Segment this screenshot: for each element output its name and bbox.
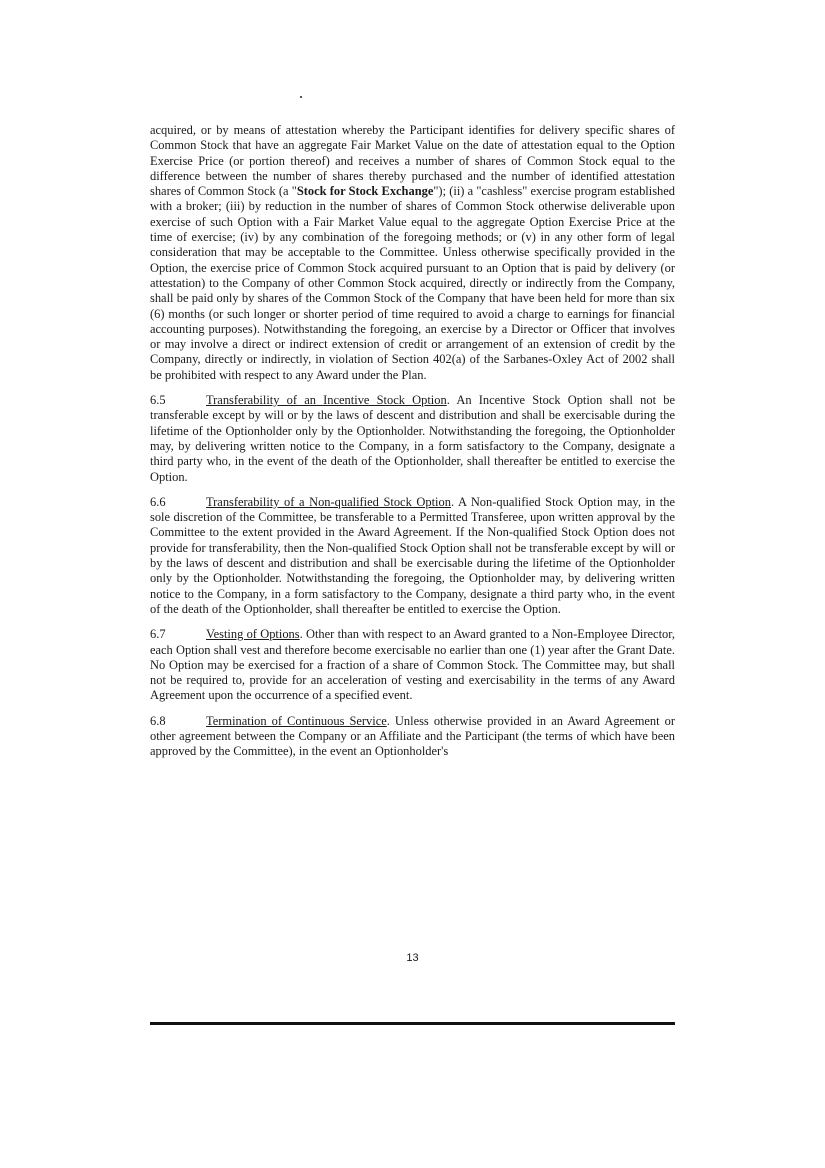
paragraph-text: acquired, or by means of attestation whereby the Participant identifies for delivery specific shares of Common Stock that have an aggregate Fair Market Value on the date of attestation equal to the Option Exercise Price (or portion thereof) and receives a number of shares of Common Stock equal to the difference between the number of shares thereby purchased and the number of identified attestation shares of Common Stock (a " — [150, 123, 675, 199]
section-heading: Transferability of an Incentive Stock Option — [206, 393, 447, 408]
section-6-7 — [150, 627, 675, 703]
section-heading: Vesting of Options — [206, 627, 300, 642]
section-body: . Other than with respect to an Award granted to a Non-Employee Director, each Option shall vest and therefore become exercisable no earlier than one (1) year after the Grant Date. No Option may be exercised for a fraction of a share of Common Stock. The Committee may, but shall not be required to, provide for an acceleration of vesting and exercisability in the terms of any Award Agreement upon the occurrence of a specified event. — [150, 627, 675, 703]
section-body: . Unless otherwise provided in an Award Agreement or other agreement between the Company or an Affiliate and the Participant (the terms of which have been approved by the Committee), in the event an Optionholder's — [150, 713, 676, 759]
defined-term: Stock for Stock Exchange — [296, 184, 434, 199]
footer-rule — [150, 1022, 675, 1025]
section-heading: Termination of Continuous Service — [206, 713, 387, 728]
section-body: . An Incentive Stock Option shall not be transferable except by will or by the laws of descent and distribution and shall be exercisable during the lifetime of the Optionholder only by the Optionholder. Notwithstanding the foregoing, the Optionholder may, by delivering written notice to the Company, in a form satisfactory to the Company, designate a third party who, in the event of the death of the Optionholder, shall thereafter be entitled to exercise the Option. — [150, 393, 675, 484]
paragraph-continued — [150, 123, 675, 383]
section-number: 6.5 — [150, 393, 166, 408]
section-number: 6.8 — [150, 713, 166, 728]
section-number: 6.7 — [150, 627, 166, 642]
stray-mark — [300, 96, 302, 98]
section-6-6 — [150, 495, 675, 617]
section-body: . A Non-qualified Stock Option may, in the sole discretion of the Committee, be transferable to a Permitted Transferee, upon written approval by the Committee to the extent provided in the Award Agreement. If the Non-qualified Stock Option does not provide for transferability, then the Non-qualified Stock Option shall not be transferable except by will or by the laws of descent and distribution and shall be exercisable during the lifetime of the Optionholder only by the Optionholder. Notwithstanding the foregoing, the Optionholder may, by delivering written notice to the Company, in a form satisfactory to the Company, designate a third party who, in the event of the death of the Optionholder, shall thereafter be entitled to exercise the Option. — [150, 494, 675, 616]
document-body — [150, 123, 675, 760]
section-6-8 — [150, 714, 675, 760]
section-heading: Transferability of a Non-qualified Stock Option — [206, 494, 451, 509]
section-number: 6.6 — [150, 494, 166, 509]
section-6-5 — [150, 393, 675, 485]
paragraph-text: "); (ii) a "cashless" exercise program established with a broker; (iii) by reduction in the number of shares of Common Stock otherwise deliverable upon exercise of such Option with a Fair Market Value equal to the aggregate Option Exercise Price at the time of exercise; (iv) by any combination of the foregoing methods; or (v) in any other form of legal consideration that may be acceptable to the Committee. Unless otherwise specifically provided in the Option, the exercise price of Common Stock acquired pursuant to an Option that is paid by delivery (or attestation) to the Company of other Common Stock acquired, directly or indirectly from the Company, shall be paid only by shares of the Common Stock of the Company that have been held for more than six (6) months (or such longer or shorter period of time required to avoid a charge to earnings for financial accounting purposes). Notwithstanding the foregoing, an exercise by a Director or Officer that involves or may involve a direct or indirect extension of credit or arrangement of an extension of credit by the Company, directly or indirectly, in violation of Section 402(a) of the Sarbanes-Oxley Act of 2002 shall be prohibited with respect to any Award under the Plan. — [150, 184, 676, 382]
page-number: 13 — [406, 952, 419, 964]
